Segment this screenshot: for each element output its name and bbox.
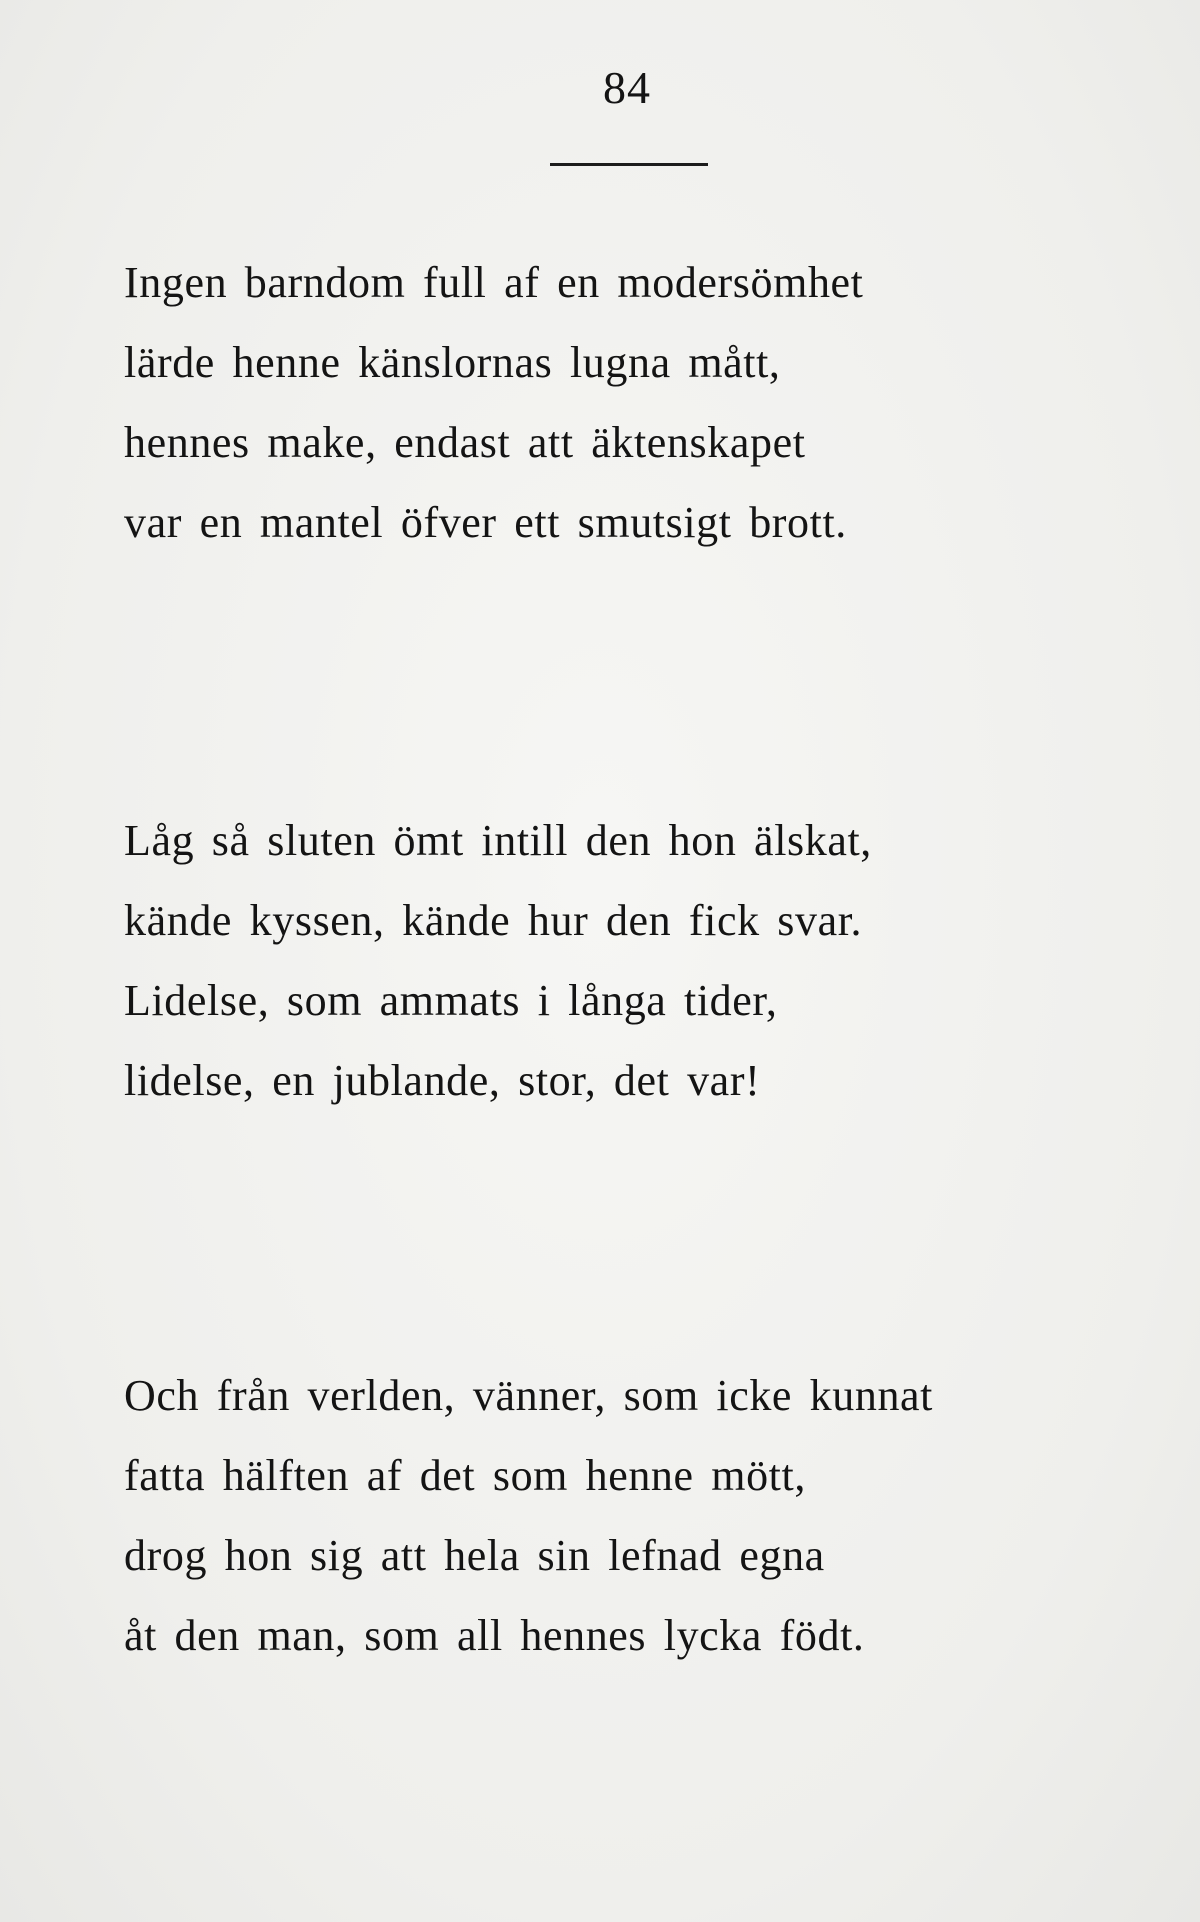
poem-line: drog hon sig att hela sin lefnad egna <box>124 1531 825 1580</box>
poem-line: var en mantel öfver ett smutsigt brott. <box>124 498 847 547</box>
header-rule <box>550 163 708 166</box>
poem-line: Och från verlden, vänner, som icke kunnat <box>124 1371 934 1420</box>
poem-stanza <box>124 1356 1144 1676</box>
poem-line: åt den man, som all hennes lycka födt. <box>124 1611 865 1660</box>
poem-line: Lidelse, som ammats i långa tider, <box>124 976 778 1025</box>
poem-line: lidelse, en jublande, stor, det var! <box>124 1056 761 1105</box>
poem-line: kände kyssen, kände hur den fick svar. <box>124 896 863 945</box>
poem-line: lärde henne känslornas lugna mått, <box>124 338 781 387</box>
poem-line: fatta hälften af det som henne mött, <box>124 1451 806 1500</box>
poem-line: Låg så sluten ömt intill den hon älskat, <box>124 816 872 865</box>
poem-stanza <box>124 801 1144 1121</box>
poem-line: Ingen barndom full af en modersömhet <box>124 258 864 307</box>
poem-stanza <box>124 243 1144 563</box>
poem-line: hennes make, endast att äktenskapet <box>124 418 806 467</box>
page-number: 84 <box>603 62 651 113</box>
